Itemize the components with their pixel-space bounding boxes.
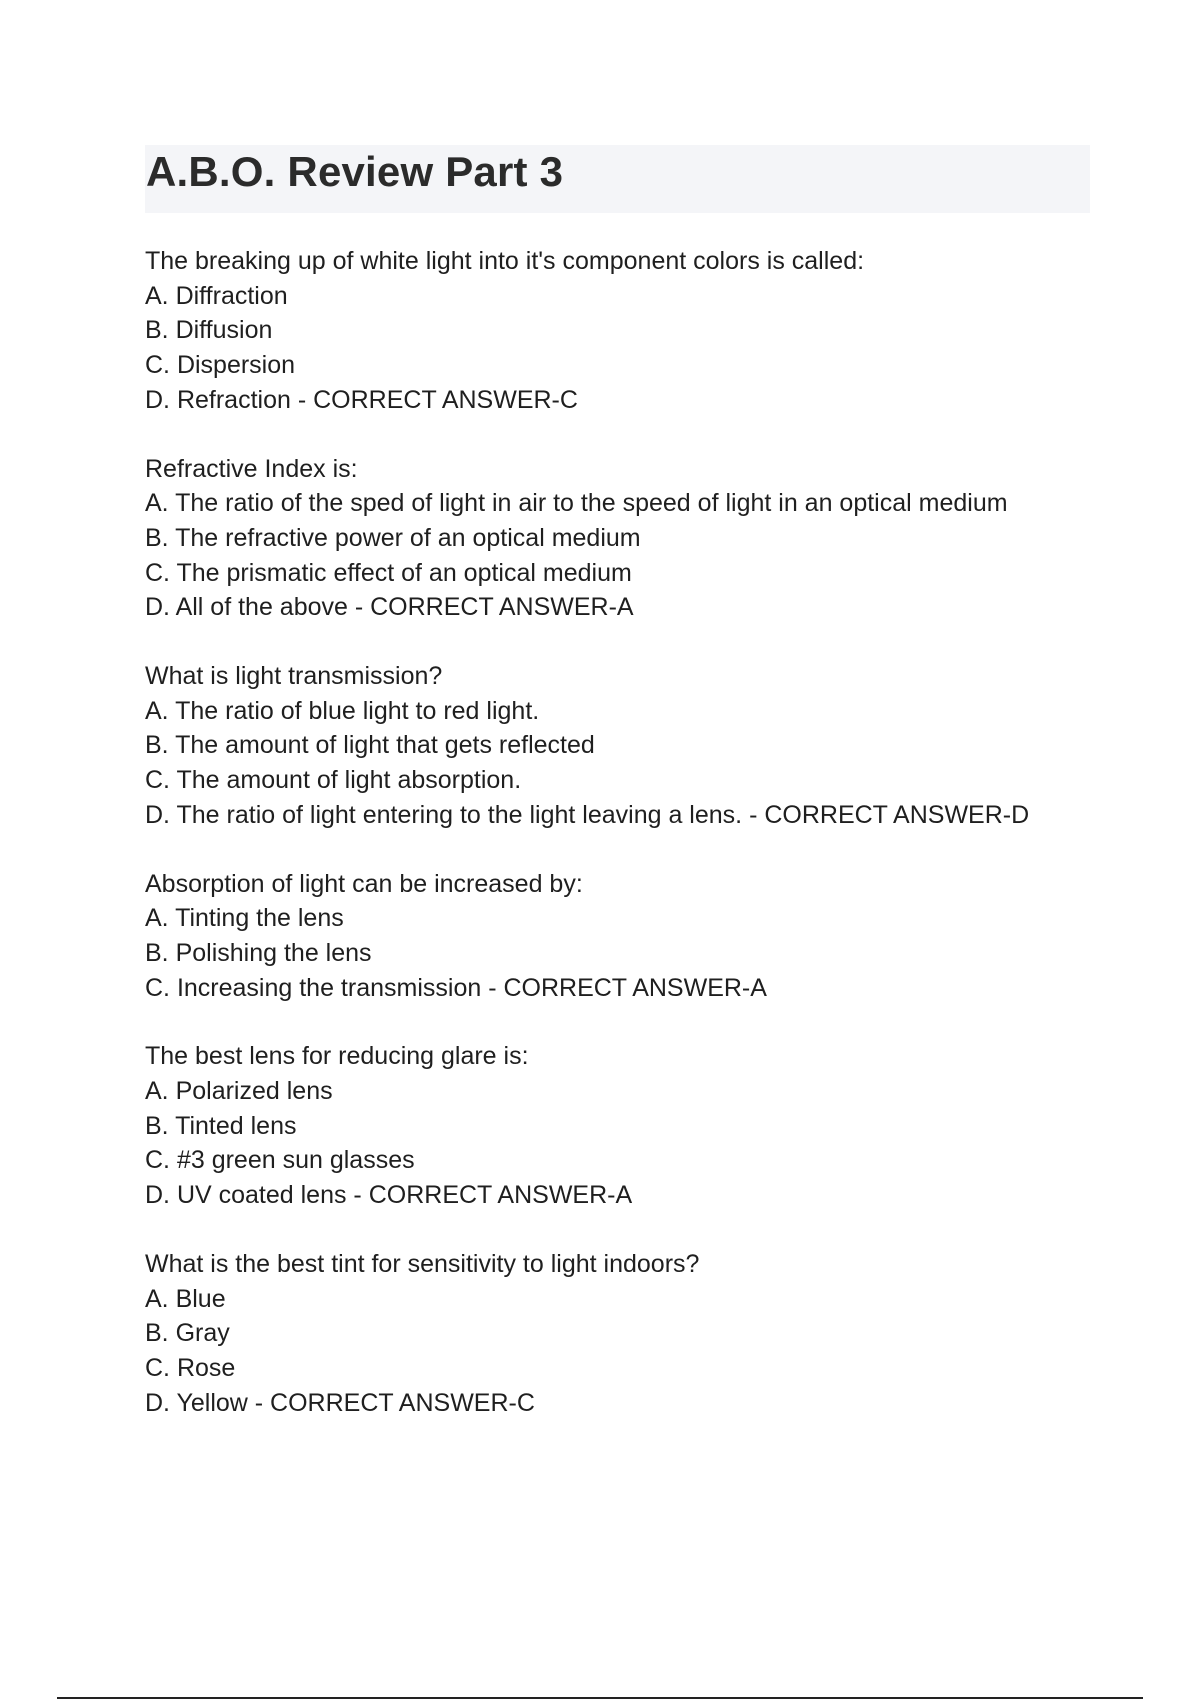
question-block	[145, 659, 1105, 833]
question-block	[145, 452, 1105, 626]
question-block	[145, 244, 1105, 418]
footer-divider	[57, 1697, 1143, 1699]
answer-option: D. Refraction - CORRECT ANSWER-C	[145, 385, 578, 414]
question-prompt: Refractive Index is:	[145, 454, 358, 483]
answer-option: A. Tinting the lens	[145, 904, 344, 933]
answer-option: B. Polishing the lens	[145, 938, 372, 967]
question-block	[145, 867, 1105, 1006]
answer-option: A. Diffraction	[145, 281, 288, 310]
answer-option: D. UV coated lens - CORRECT ANSWER-A	[145, 1181, 633, 1210]
question-block	[145, 1247, 1105, 1421]
answer-option: C. The prismatic effect of an optical medium	[145, 558, 632, 587]
answer-option: C. The amount of light absorption.	[145, 766, 522, 795]
answer-option: B. The amount of light that gets reflected	[145, 731, 595, 760]
question-prompt: The best lens for reducing glare is:	[145, 1042, 529, 1071]
answer-option: C. #3 green sun glasses	[145, 1146, 415, 1175]
page-title: A.B.O. Review Part 3	[146, 148, 564, 195]
answer-option: C. Rose	[145, 1353, 236, 1382]
answer-option: A. The ratio of blue light to red light.	[145, 696, 540, 725]
question-prompt: What is the best tint for sensitivity to light indoors?	[145, 1249, 700, 1278]
answer-option: D. Yellow - CORRECT ANSWER-C	[145, 1388, 535, 1417]
answer-option: B. Diffusion	[145, 316, 273, 345]
question-list	[145, 244, 1105, 1454]
answer-option: D. The ratio of light entering to the light leaving a lens. - CORRECT ANSWER-D	[145, 800, 1030, 829]
answer-option: A. The ratio of the sped of light in air to the speed of light in an optical medium	[145, 489, 1008, 518]
answer-option: A. Blue	[145, 1284, 226, 1313]
answer-option: B. The refractive power of an optical medium	[145, 523, 641, 552]
answer-option: D. All of the above - CORRECT ANSWER-A	[145, 593, 634, 622]
answer-option: C. Increasing the transmission - CORRECT ANSWER-A	[145, 973, 767, 1002]
answer-option: B. Gray	[145, 1319, 230, 1348]
question-prompt: The breaking up of white light into it's component colors is called:	[145, 247, 865, 275]
question-block	[145, 1039, 1105, 1213]
answer-option: C. Dispersion	[145, 351, 296, 380]
answer-option: B. Tinted lens	[145, 1111, 297, 1140]
question-prompt: What is light transmission?	[145, 662, 443, 691]
answer-option: A. Polarized lens	[145, 1077, 333, 1106]
question-prompt: Absorption of light can be increased by:	[145, 869, 583, 898]
